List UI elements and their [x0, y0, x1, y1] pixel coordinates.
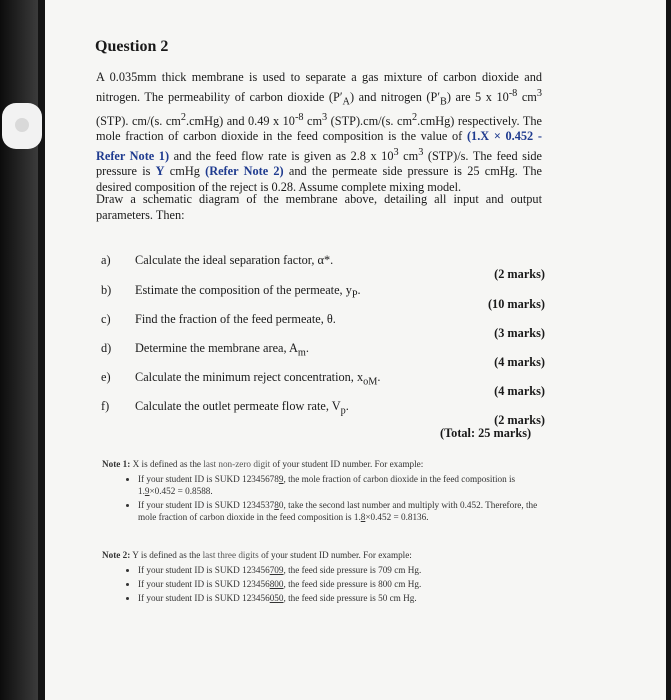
text-run: and the permeate side pressure is 25 cmHg. The desired composition of the reject is 0.28. Assume complete mixing model. [96, 164, 542, 194]
item-text [135, 341, 309, 358]
list-item [138, 499, 542, 523]
item-marks: (2 marks) [494, 267, 545, 281]
underlined-digit: 9 [144, 486, 150, 496]
superscript: -8 [294, 111, 304, 123]
subscript: P [351, 289, 358, 301]
text-run: (STP)/s. The feed side pressure is [96, 148, 542, 179]
text-run: 0 [278, 500, 284, 510]
item-text [135, 399, 349, 416]
text-run: cm [398, 148, 419, 163]
item-text-main: Calculate the outlet permeate flow rate, V [135, 399, 341, 413]
item-text-end: . [357, 283, 361, 297]
text-run: .cmHg) respectively. The mole fraction of carbon dioxide in the feed composition is the value of [96, 113, 542, 144]
item-letter: d) [101, 341, 112, 355]
list-item [138, 473, 542, 497]
item-marks: (10 marks) [487, 297, 545, 311]
underlined-digits: 709 [269, 565, 284, 575]
item-marks: (3 marks) [494, 326, 545, 340]
list-item [138, 578, 542, 590]
text-run: and the feed flow rate is given as 2.8 x 10 [169, 148, 394, 163]
text-run: Y is defined as the [130, 550, 203, 560]
list-item [138, 592, 542, 604]
text-run: ) are 5 x 10 [446, 89, 509, 104]
underlined-digits: 800 [269, 579, 284, 589]
text-run: of your student ID number. For example: [270, 459, 424, 469]
note-1-title [102, 458, 542, 470]
text-run: , take the second last number and multiply with 0.452. Therefore, the mole fraction of carbon dioxide in the feed composition is 1. [138, 500, 538, 522]
superscript: 3 [418, 146, 424, 158]
item-letter: c) [101, 312, 111, 326]
exam-paper [45, 0, 666, 700]
list-item [138, 564, 542, 576]
note-label: Note 1: [102, 459, 131, 469]
text-run: .cmHg) and 0.49 x 10 [186, 113, 295, 128]
text-run: , the feed side pressure is 709 cm Hg. [283, 565, 422, 575]
note-1-list [102, 473, 542, 523]
superscript: 2 [180, 111, 186, 123]
superscript: 2 [412, 111, 418, 123]
variable-y: Y [155, 164, 165, 179]
note-label: Note 2: [102, 550, 131, 560]
subscript: B [440, 96, 447, 108]
text-run: If your student ID is SUKD 1234537 [138, 500, 275, 510]
item-text-main: Estimate the composition of the permeate, y [135, 283, 352, 297]
superscript: 3 [322, 111, 328, 123]
item-marks: (4 marks) [494, 355, 545, 369]
instructions: Draw a schematic diagram of the membrane above, detailing all input and output parameters. Then: [96, 192, 542, 222]
item-letter: f) [101, 399, 110, 413]
item-text-end: . [305, 341, 309, 355]
text-run: X is defined as the [130, 459, 204, 469]
item-text [135, 283, 361, 300]
item-text [135, 370, 380, 387]
note-2-title [102, 549, 542, 561]
underlined-digit: 9 [278, 474, 284, 484]
text-run: ×0.452 = 0.8136. [365, 512, 429, 522]
problem-statement [96, 70, 542, 195]
item-text: Calculate the ideal separation factor, α*. [135, 253, 334, 267]
text-run: cm [303, 113, 323, 128]
item-text-main: Calculate the minimum reject concentration, x [135, 370, 364, 384]
text-run: last non-zero digit [203, 459, 271, 469]
text-run: , the mole fraction of carbon dioxide in the feed composition is 1. [138, 474, 516, 496]
text-run: last three digits [202, 550, 259, 560]
text-run: If your student ID is SUKD 12345678 [138, 474, 279, 484]
subscript: oM [363, 376, 378, 388]
text-run: A 0.035mm thick membrane is used to separate a gas mixture of carbon dioxide and nitrogen. The permeability of carbon dioxide (P′ [96, 70, 542, 104]
question-title: Question 2 [95, 38, 169, 55]
circle-icon [15, 118, 29, 132]
text-run: If your student ID is SUKD 123456 [138, 579, 270, 589]
underlined-digits: 050 [269, 593, 284, 603]
text-run: If your student ID is SUKD 123456 [138, 565, 270, 575]
item-marks: (2 marks) [494, 413, 545, 427]
text-run: cm [517, 89, 537, 104]
item-letter: e) [101, 370, 111, 384]
text-run: (STP). cm/(s. cm [96, 113, 181, 128]
note-2 [102, 549, 542, 606]
superscript: 3 [393, 146, 399, 158]
superscript: 3 [536, 87, 542, 99]
item-text: Find the fraction of the feed permeate, θ. [135, 312, 336, 326]
text-run: cmHg [164, 164, 206, 179]
refer-note-1: (1.X × 0.452 - Refer Note 1) [96, 129, 542, 163]
note-2-list [102, 564, 542, 604]
note-1 [102, 458, 542, 525]
text-run: , the feed side pressure is 800 cm Hg. [283, 579, 422, 589]
text-run: ) and nitrogen (P′ [349, 89, 441, 104]
item-letter: b) [101, 283, 112, 297]
item-text-main: Determine the membrane area, A [135, 341, 298, 355]
subscript: p [340, 405, 346, 417]
refer-note-2: (Refer Note 2) [205, 164, 284, 179]
item-marks: (4 marks) [494, 384, 545, 398]
superscript: -8 [508, 87, 518, 99]
text-run: of your student ID number. For example: [258, 550, 412, 560]
text-run: If your student ID is SUKD 123456 [138, 593, 270, 603]
item-text-end: . [377, 370, 381, 384]
item-letter: a) [101, 253, 111, 267]
total-marks: (Total: 25 marks) [440, 426, 532, 440]
underlined-digit: 8 [360, 512, 366, 522]
text-run: , the feed side pressure is 50 cm Hg. [283, 593, 417, 603]
text-run: ×0.452 = 0.8588. [149, 486, 213, 496]
circle-button-icon [2, 103, 42, 149]
item-text-end: . [345, 399, 349, 413]
subscript: m [297, 347, 306, 359]
subscript: A [342, 96, 350, 108]
text-run: (STP).cm/(s. cm [327, 113, 413, 128]
underlined-digit: 8 [274, 500, 279, 510]
